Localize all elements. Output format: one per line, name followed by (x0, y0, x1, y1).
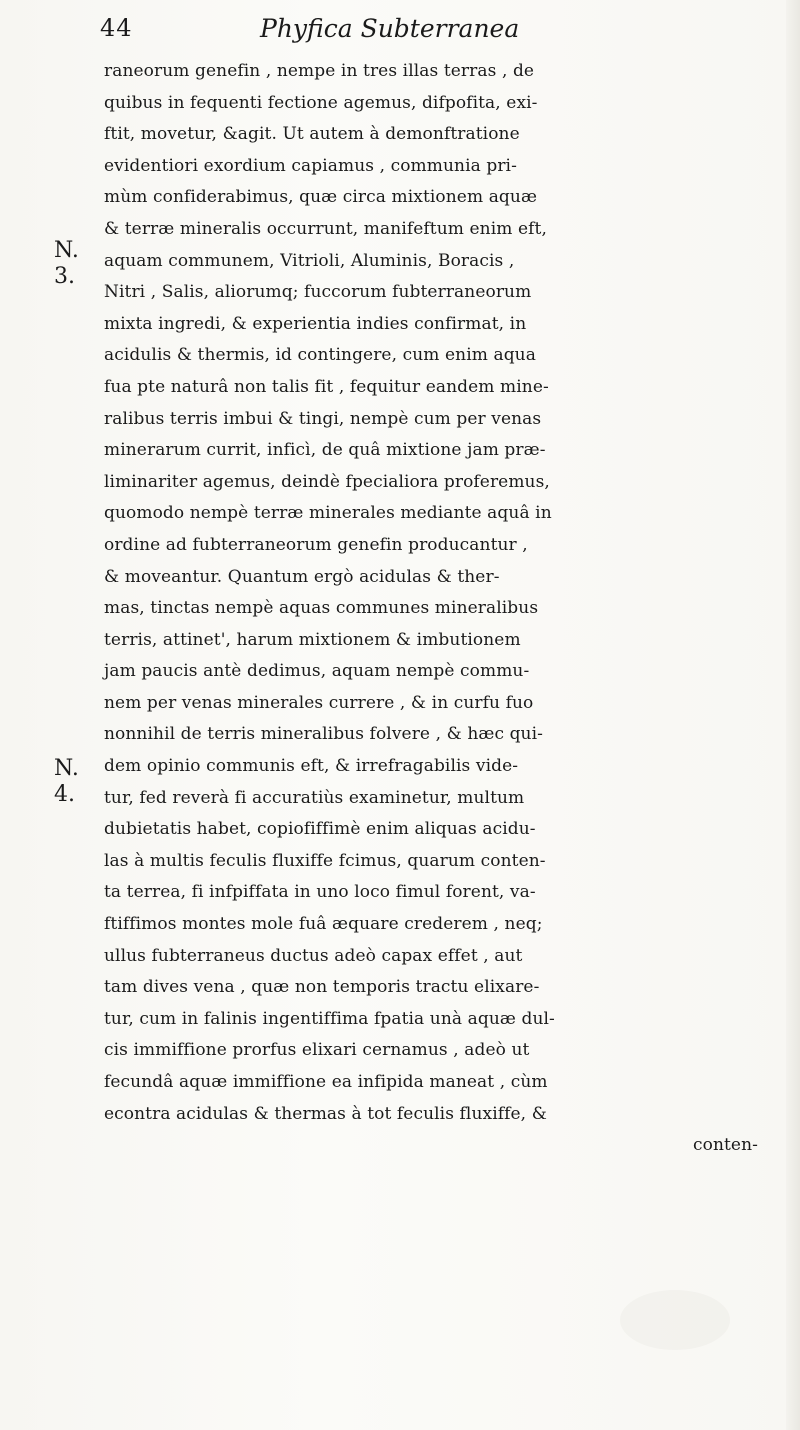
text-line: quibus in fequenti fectione agemus, difpofita, exi- (104, 92, 538, 113)
margin-note-label: N. (54, 756, 79, 781)
page-number: 44 (100, 14, 133, 42)
margin-note (54, 756, 79, 808)
text-line: Nitri , Salis, aliorumq; fuccorum fubterraneorum (104, 282, 532, 303)
text-line: & terræ mineralis occurrunt, manifeftum enim eft, (104, 218, 547, 239)
text-line: ordine ad fubterraneorum genefin producantur , (104, 534, 528, 555)
text-line: liminariter agemus, deindè fpecialiora proferemus, (104, 471, 550, 492)
text-line: mùm confiderabimus, quæ circa mixtionem aquæ (104, 187, 538, 208)
text-line: cis immiffione prorfus elixari cernamus , adeò ut (104, 1040, 530, 1061)
text-line: ralibus terris imbui & tingi, nempè cum per venas (104, 408, 542, 429)
text-line: quomodo nempè terræ minerales mediante aquâ in (104, 503, 552, 524)
text-line: raneorum genefin , nempe in tres illas terras , de (104, 61, 535, 81)
text-line: fecundâ aquæ immiffione ea infipida maneat , cùm (104, 1072, 548, 1092)
text-line: nem per venas minerales currere , & in curfu fuo (104, 692, 534, 713)
text-line: mixta ingredi, & experientia indies confirmat, in (104, 313, 527, 334)
running-head (100, 14, 740, 48)
text-line: ta terrea, fi infpiffata in uno loco fimul forent, va- (104, 882, 536, 903)
text-line: & moveantur. Quantum ergò acidulas & ther- (104, 566, 500, 587)
paper-stain (620, 1290, 730, 1350)
text-line: minerarum currit, inficì, de quâ mixtione jam præ- (104, 440, 546, 461)
margin-note-number: 4. (54, 782, 75, 807)
text-line: conten- (693, 1135, 758, 1156)
margin-note-label: N. (54, 238, 79, 263)
text-line: fua pte naturâ non talis fit , fequitur eandem mine- (104, 376, 549, 397)
text-line: ftit, movetur, &agit. Ut autem à demonftratione (104, 124, 520, 145)
page-header-title: Phyfica Subterranea (260, 14, 520, 43)
text-line: nonnihil de terris mineralibus folvere , & hæc qui- (104, 724, 543, 745)
body-text (104, 56, 794, 1162)
text-line: evidentiori exordium capiamus , communia pri- (104, 155, 517, 176)
margin-note-number: 3. (54, 264, 75, 289)
text-line: acidulis & thermis, id contingere, cum enim aqua (104, 345, 536, 366)
text-line: dubietatis habet, copiofiffimè enim aliquas acidu- (104, 819, 536, 840)
text-line: econtra acidulas & thermas à tot feculis fluxiffe, & (104, 1103, 547, 1124)
text-line: jam paucis antè dedimus, aquam nempè commu- (104, 661, 530, 682)
text-line: ftiffimos montes mole fuâ æquare crederem , neq; (104, 914, 543, 935)
text-line: terris, attinet', harum mixtionem & imbutionem (104, 629, 521, 650)
text-line: ullus fubterraneus ductus adeò capax effet , aut (104, 945, 523, 966)
text-line: mas, tinctas nempè aquas communes mineralibus (104, 598, 539, 619)
text-line: aquam communem, Vitrioli, Aluminis, Boracis , (104, 250, 515, 271)
margin-note (54, 238, 79, 290)
text-line: tur, fed reverà fi accuratiùs examinetur, multum (104, 787, 525, 808)
text-line: dem opinio communis eft, & irrefragabilis vide- (104, 756, 519, 777)
text-line: las à multis feculis fluxiffe fcimus, quarum conten- (104, 850, 546, 871)
text-line: tur, cum in falinis ingentiffima fpatia unà aquæ dul- (104, 1008, 555, 1029)
text-line: tam dives vena , quæ non temporis tractu elixare- (104, 977, 540, 998)
